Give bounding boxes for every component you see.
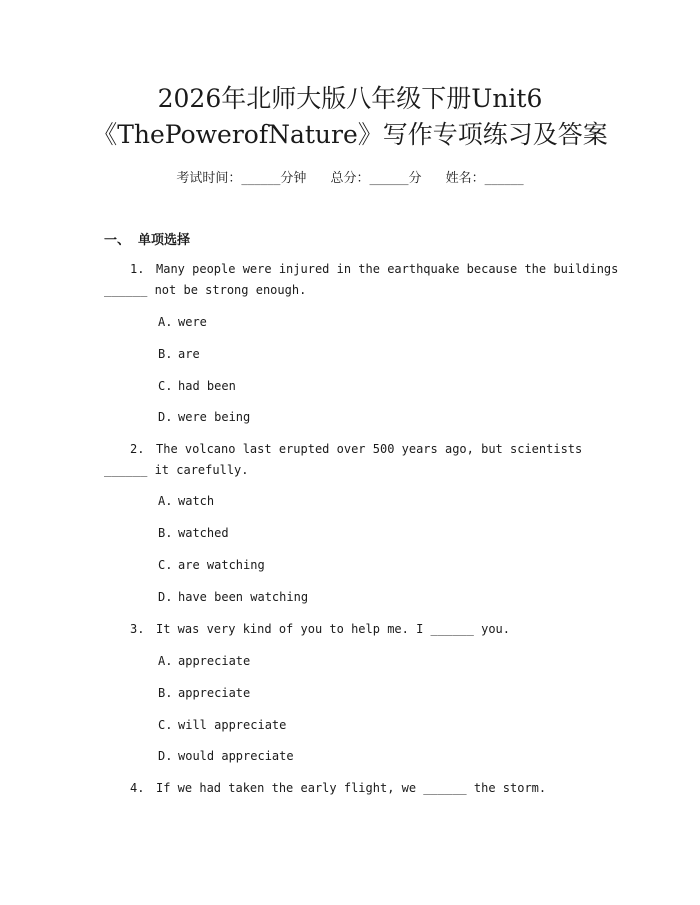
question-1-option-c xyxy=(158,377,236,395)
option-text: are watching xyxy=(178,558,265,572)
section-number: 一、 xyxy=(104,233,131,248)
question-2-option-a xyxy=(158,492,214,510)
question-1-option-a xyxy=(158,313,207,331)
option-letter: A. xyxy=(158,654,173,668)
question-2-option-b xyxy=(158,524,229,542)
question-1-line-1 xyxy=(130,259,618,280)
section-heading xyxy=(104,229,190,248)
question-1-number: 1. xyxy=(130,262,145,276)
question-4-number: 4. xyxy=(130,781,145,795)
question-3-text: It was very kind of you to help me. I ______ you. xyxy=(156,622,511,636)
question-3-option-b xyxy=(158,684,250,702)
option-letter: B. xyxy=(158,526,173,540)
option-letter: C. xyxy=(158,718,173,732)
question-2-option-c xyxy=(158,556,265,574)
question-2-line-1 xyxy=(130,439,582,460)
student-name-field: 姓名：______ xyxy=(445,171,524,186)
question-3-option-a xyxy=(158,652,250,670)
question-2-text: The volcano last erupted over 500 years ago, but scientists xyxy=(156,442,583,456)
option-text: watched xyxy=(178,526,229,540)
option-letter: C. xyxy=(158,558,173,572)
question-3-number: 3. xyxy=(130,622,145,636)
option-letter: D. xyxy=(158,749,173,763)
option-letter: B. xyxy=(158,686,173,700)
option-text: were xyxy=(178,315,207,329)
question-1-option-d xyxy=(158,408,250,426)
exam-meta xyxy=(0,167,700,186)
section-title: 单项选择 xyxy=(138,233,191,248)
question-1-line-2: ______ not be strong enough. xyxy=(104,283,307,297)
option-letter: D. xyxy=(158,410,173,424)
option-text: will appreciate xyxy=(178,718,287,732)
option-text: were being xyxy=(178,410,251,424)
option-text: would appreciate xyxy=(178,749,294,763)
option-text: have been watching xyxy=(178,590,309,604)
question-4-text: If we had taken the early flight, we ______ the storm. xyxy=(156,781,547,795)
question-3-line-1 xyxy=(130,619,510,640)
option-text: appreciate xyxy=(178,654,251,668)
option-letter: A. xyxy=(158,494,173,508)
option-text: watch xyxy=(178,494,215,508)
exam-time-field: 考试时间：______分钟 xyxy=(176,171,307,186)
question-4-line-1 xyxy=(130,778,546,799)
question-1-option-b xyxy=(158,345,200,363)
total-score-field: 总分：______分 xyxy=(330,171,422,186)
option-text: had been xyxy=(178,379,236,393)
option-text: appreciate xyxy=(178,686,251,700)
question-2-option-d xyxy=(158,588,308,606)
option-letter: D. xyxy=(158,590,173,604)
question-2-number: 2. xyxy=(130,442,145,456)
question-2-line-2: ______ it carefully. xyxy=(104,463,249,477)
option-letter: B. xyxy=(158,347,173,361)
question-1-text: Many people were injured in the earthquake because the buildings xyxy=(156,262,619,276)
question-3-option-c xyxy=(158,716,286,734)
question-3-option-d xyxy=(158,747,294,765)
option-letter: C. xyxy=(158,379,173,393)
document-title-line-1: 2026年北师大版八年级下册Unit6 xyxy=(157,84,543,113)
option-letter: A. xyxy=(158,315,173,329)
option-text: are xyxy=(178,347,200,361)
document-title-line-2: 《ThePowerofNature》写作专项练习及答案 xyxy=(92,120,608,149)
